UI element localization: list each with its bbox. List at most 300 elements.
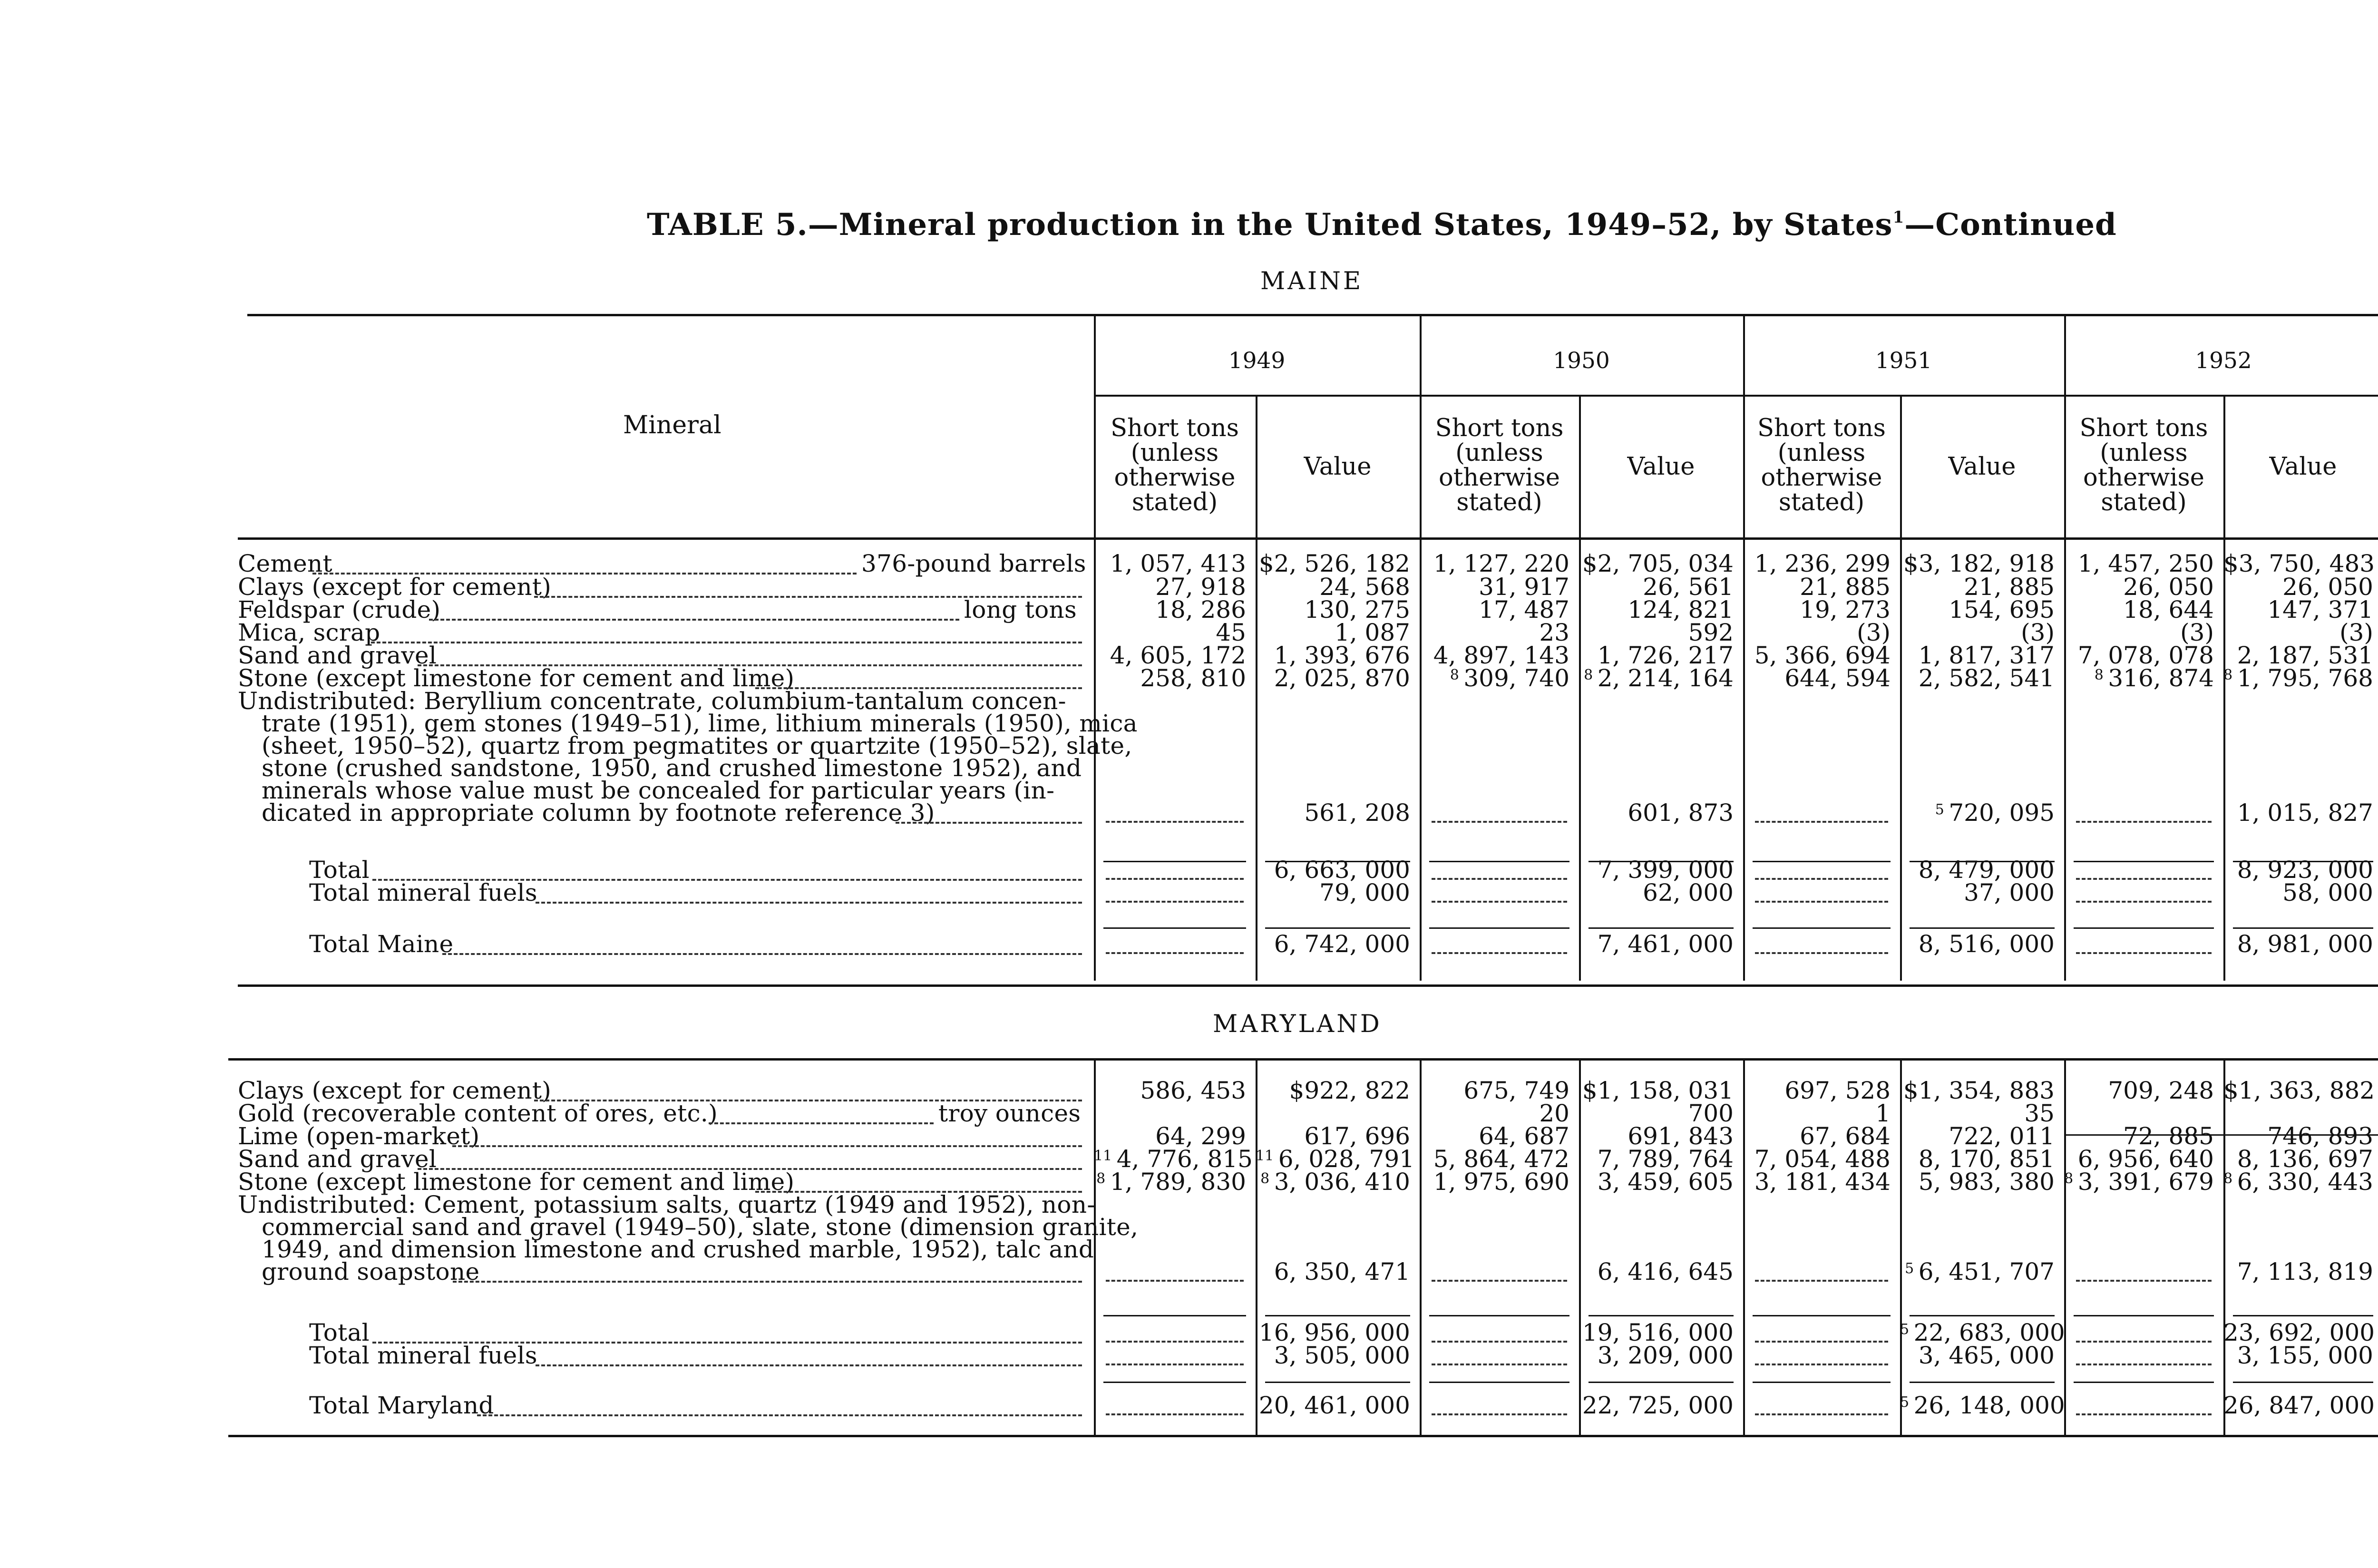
cell-value: 7, 399, 000	[1597, 856, 1734, 884]
cell-value: $3, 750, 483	[2223, 550, 2375, 577]
table-title-text: TABLE 5.—Mineral production in the United States, 1949–52, by States	[647, 207, 1893, 243]
row-label: stone (crushed sandstone, 1950, and crushed limestone 1952), and	[262, 754, 1082, 782]
table-cell	[1579, 1321, 1734, 1344]
table-cell	[1094, 575, 1246, 599]
table-cell	[1256, 881, 1410, 905]
cell-value: 20	[1539, 1100, 1569, 1127]
cell-value: 6, 416, 645	[1597, 1258, 1734, 1286]
row-label: Clays (except for cement)	[238, 1077, 552, 1104]
footnote-marker: 8	[2094, 667, 2108, 683]
sum-rule	[1910, 1382, 2055, 1383]
cell-value: $1, 363, 882	[2223, 1077, 2375, 1104]
cell-value: 8, 136, 697	[2237, 1145, 2373, 1173]
empty-cell-dashes	[1106, 901, 1244, 903]
table-cell	[1743, 1079, 1891, 1102]
table-cell	[2064, 1170, 2214, 1194]
table-cell	[1900, 1319, 2065, 1346]
sum-rule	[1589, 1315, 1734, 1316]
section-column-divider	[2064, 1058, 2066, 1435]
table-cell	[2223, 1321, 2373, 1344]
row-label: Total	[309, 856, 370, 884]
cell-value: (3)	[2339, 619, 2373, 646]
cell-value: 5, 983, 380	[1918, 1168, 2055, 1196]
cell-value: 4, 897, 143	[1433, 642, 1569, 669]
cell-value: 124, 821	[1628, 596, 1734, 623]
table-cell	[2064, 1079, 2214, 1102]
year-header-1950: 1950	[1553, 348, 1610, 374]
sum-rule	[1429, 1382, 1569, 1383]
cell-value: 1, 087	[1334, 619, 1410, 646]
section-column-divider	[2064, 537, 2066, 981]
cell-value: 154, 695	[1949, 596, 2055, 623]
empty-cell-dashes	[1755, 1280, 1888, 1282]
cell-value: 3, 459, 605	[1597, 1168, 1734, 1196]
sum-rule	[1753, 861, 1891, 862]
table-cell	[1420, 643, 1569, 667]
empty-cell-dashes	[1755, 1363, 1888, 1365]
footnote-marker: 8	[1096, 1170, 1110, 1187]
table-cell	[1256, 1124, 1410, 1148]
cell-value: 130, 275	[1304, 596, 1410, 623]
subcolumn-header-value: Value	[1304, 453, 1372, 481]
cell-value: 7, 054, 488	[1754, 1145, 1891, 1173]
cell-value: 79, 000	[1319, 879, 1410, 906]
row-label: Total mineral fuels	[309, 1342, 537, 1369]
table-cell	[2064, 621, 2214, 644]
cell-value: 561, 208	[1304, 799, 1410, 827]
table-cell	[1900, 1344, 2055, 1367]
table-cell	[1420, 1147, 1569, 1171]
section-column-divider	[2223, 1058, 2225, 1435]
cell-value: 309, 740	[1463, 664, 1569, 692]
table-cell	[1420, 666, 1569, 690]
cell-value: 3, 181, 434	[1754, 1168, 1891, 1196]
row-label: Total Maine	[309, 930, 454, 958]
cell-value: 2, 025, 870	[1274, 664, 1410, 692]
cell-value: 3, 036, 410	[1274, 1168, 1410, 1196]
empty-cell-dashes	[1432, 952, 1567, 954]
cell-value: (3)	[2180, 619, 2214, 646]
section-column-divider	[1900, 537, 1902, 981]
cell-value: (3)	[2021, 619, 2055, 646]
row-label: Feldspar (crude)	[238, 596, 441, 623]
cell-value: 2, 214, 164	[1597, 664, 1734, 692]
cell-value: 709, 248	[2108, 1077, 2214, 1104]
cell-value: 617, 696	[1304, 1122, 1410, 1150]
table-title-suffix: —Continued	[1904, 207, 2117, 243]
row-label: ground soapstone	[262, 1258, 480, 1286]
cell-value: 72, 885	[2123, 1122, 2214, 1150]
leader-dots	[536, 902, 1082, 904]
table-cell	[1900, 1170, 2055, 1194]
section-column-divider	[1094, 1058, 1096, 1435]
table-cell	[1420, 1124, 1569, 1148]
table-cell	[1256, 1393, 1410, 1417]
cell-value: 23	[1539, 619, 1569, 646]
mineral-column-header: Mineral	[623, 411, 721, 439]
row-label: Sand and gravel	[238, 642, 437, 669]
row-label: Gold (recoverable content of ores, etc.)	[238, 1100, 718, 1127]
subcolumn-header-value: Value	[2269, 453, 2337, 481]
sum-rule	[1265, 861, 1410, 862]
section-column-divider	[1420, 1058, 1422, 1435]
leader-dots	[452, 1145, 1082, 1147]
cell-value: 21, 885	[1800, 573, 1891, 601]
table-cell	[1743, 1147, 1891, 1171]
leader-dots	[477, 1414, 1082, 1416]
cell-value: $2, 526, 182	[1258, 550, 1410, 577]
table-cell	[1256, 1321, 1410, 1344]
sum-rule	[1103, 927, 1246, 929]
table-cell	[1094, 1170, 1246, 1194]
section-column-divider	[1743, 1058, 1745, 1435]
table-cell	[1579, 932, 1734, 956]
table-cell	[2223, 575, 2373, 599]
table-cell	[1094, 621, 1246, 644]
table-cell	[1900, 575, 2055, 599]
table-cell	[1094, 598, 1246, 622]
sum-rule	[1910, 1315, 2055, 1316]
leader-dots	[429, 619, 959, 621]
table-cell	[1579, 1260, 1734, 1284]
cell-value: 722, 011	[1949, 1122, 2055, 1150]
table-cell	[1579, 1170, 1734, 1194]
year-header-1949: 1949	[1228, 348, 1286, 374]
table-cell	[2223, 1147, 2373, 1171]
cell-value: 62, 000	[1643, 879, 1734, 906]
empty-cell-dashes	[1755, 821, 1888, 823]
table-cell	[1256, 801, 1410, 825]
year-header-1952: 1952	[2195, 348, 2252, 374]
year-header-rule	[1094, 395, 2378, 397]
cell-value: 18, 286	[1155, 596, 1246, 623]
table-cell	[1900, 1101, 2055, 1125]
table-cell	[1420, 621, 1569, 644]
empty-cell-dashes	[1106, 1341, 1244, 1343]
table-cell	[1420, 1101, 1569, 1125]
table-cell	[1420, 552, 1569, 575]
empty-cell-dashes	[2076, 952, 2212, 954]
empty-cell-dashes	[1755, 878, 1888, 880]
table-title-footnote: 1	[1892, 208, 1905, 227]
sum-rule	[1429, 1315, 1569, 1316]
cell-value: 37, 000	[1964, 879, 2055, 906]
table-cell	[2223, 552, 2373, 575]
subcolumn-header-quantity: Short tons (unless otherwise stated)	[2079, 414, 2208, 517]
empty-cell-dashes	[2076, 878, 2212, 880]
table-cell	[1900, 1079, 2055, 1102]
table-cell	[1579, 801, 1734, 825]
empty-cell-dashes	[1755, 952, 1888, 954]
cell-value: 8, 516, 000	[1918, 930, 2055, 958]
row-label: Total	[309, 1319, 370, 1346]
table-cell	[1094, 552, 1246, 575]
table-cell	[1256, 575, 1410, 599]
cell-value: 22, 725, 000	[1582, 1392, 1734, 1419]
table-cell	[1743, 598, 1891, 622]
cell-value: 6, 028, 791	[1278, 1145, 1414, 1173]
cell-value: 746, 893	[2267, 1122, 2373, 1150]
table-cell	[1579, 1393, 1734, 1417]
table-cell	[1094, 1079, 1246, 1102]
table-cell	[1420, 598, 1569, 622]
cell-value: 26, 050	[2282, 573, 2373, 601]
cell-value: 8, 981, 000	[2237, 930, 2373, 958]
cell-value: 26, 847, 000	[2223, 1392, 2375, 1419]
cell-value: 27, 918	[1155, 573, 1246, 601]
cell-value: 700	[1688, 1100, 1734, 1127]
table-cell	[1579, 552, 1734, 575]
section-column-divider	[2223, 537, 2225, 981]
cell-value: 644, 594	[1784, 664, 1891, 692]
table-cell	[2223, 1170, 2373, 1194]
table-cell	[1900, 932, 2055, 956]
table-cell	[1579, 1079, 1734, 1102]
leader-dots	[442, 953, 1082, 955]
table-cell	[1743, 643, 1891, 667]
table-cell	[2223, 666, 2373, 690]
cell-value: 3, 505, 000	[1274, 1342, 1410, 1369]
cell-value: 35	[2024, 1100, 2055, 1127]
cell-value: 2, 187, 531	[2237, 642, 2373, 669]
sum-rule	[1753, 1382, 1891, 1383]
row-label: Clays (except for cement)	[238, 573, 552, 601]
sum-rule	[1265, 1315, 1410, 1316]
footnote-marker: 8	[2064, 1170, 2078, 1187]
cell-value: 22, 683, 000	[1913, 1319, 2065, 1346]
row-label: Stone (except limestone for cement and lime)	[238, 1168, 795, 1196]
empty-cell-dashes	[1432, 1413, 1567, 1415]
table-cell	[1900, 1124, 2055, 1148]
cell-value: 4, 776, 815	[1116, 1145, 1253, 1173]
cell-value: 720, 095	[1949, 799, 2055, 827]
table-cell	[1900, 1392, 2065, 1419]
table-cell	[2064, 1124, 2214, 1148]
table-cell	[1900, 881, 2055, 905]
sum-rule	[1589, 1382, 1734, 1383]
table-cell	[2064, 643, 2214, 667]
cell-value: 1, 817, 317	[1918, 642, 2055, 669]
leader-dots	[536, 1364, 1082, 1366]
cell-value: 316, 874	[2108, 664, 2214, 692]
footnote-marker: 5	[1900, 1321, 1914, 1338]
empty-cell-dashes	[1106, 1280, 1244, 1282]
footnote-marker: 5	[1935, 801, 1949, 818]
cell-value: 1, 015, 827	[2237, 799, 2373, 827]
table-cell	[1420, 1079, 1569, 1102]
table-cell	[1743, 1101, 1891, 1125]
section-column-divider	[1900, 1058, 1902, 1435]
cell-value: 26, 050	[2123, 573, 2214, 601]
cell-value: 58, 000	[2282, 879, 2373, 906]
cell-value: 67, 684	[1800, 1122, 1891, 1150]
row-label: 1949, and dimension limestone and crushed marble, 1952), talc and	[262, 1236, 1094, 1263]
cell-value: 1, 789, 830	[1110, 1168, 1246, 1196]
cell-value: 20, 461, 000	[1258, 1392, 1410, 1419]
sum-rule	[1910, 927, 2055, 929]
row-label: Sand and gravel	[238, 1145, 437, 1173]
cell-value: 19, 273	[1800, 596, 1891, 623]
empty-cell-dashes	[2076, 901, 2212, 903]
table-cell	[2223, 598, 2373, 622]
table-cell	[2064, 666, 2214, 690]
sum-rule	[2233, 861, 2373, 862]
row-label: (sheet, 1950–52), quartz from pegmatites or quartzite (1950–52), slate,	[262, 732, 1132, 760]
sum-rule	[1103, 1382, 1246, 1383]
cell-value: 1, 127, 220	[1433, 550, 1569, 577]
cell-value: 6, 330, 443	[2237, 1168, 2373, 1196]
table-cell	[1900, 621, 2055, 644]
cell-value: 7, 078, 078	[2077, 642, 2214, 669]
sum-rule	[2074, 861, 2214, 862]
table-cell	[1420, 1170, 1569, 1194]
table-cell	[1256, 598, 1410, 622]
sum-rule	[2074, 927, 2214, 929]
subcolumn-header-value: Value	[1948, 453, 2016, 481]
empty-cell-dashes	[2076, 1363, 2212, 1365]
cell-value: 3, 209, 000	[1597, 1342, 1734, 1369]
table-bottom-rule	[228, 1435, 2378, 1437]
cell-value: 5, 864, 472	[1433, 1145, 1569, 1173]
table-cell	[1256, 1079, 1410, 1102]
empty-cell-dashes	[1432, 878, 1567, 880]
cell-value: 3, 155, 000	[2237, 1342, 2373, 1369]
table-cell	[2064, 552, 2214, 575]
sum-rule	[2074, 1382, 2214, 1383]
empty-cell-dashes	[1432, 1341, 1567, 1343]
table-cell	[1743, 621, 1891, 644]
cell-value: 6, 956, 640	[2077, 1145, 2214, 1173]
cell-value: 64, 687	[1479, 1122, 1569, 1150]
footnote-marker: 8	[1450, 667, 1464, 683]
cell-value: 7, 113, 819	[2237, 1258, 2373, 1286]
table-cell	[2223, 1079, 2373, 1102]
cell-value: 1, 795, 768	[2237, 664, 2373, 692]
empty-cell-dashes	[2076, 1341, 2212, 1343]
table-cell	[1579, 666, 1734, 690]
row-label: Total Maryland	[309, 1392, 494, 1419]
subcolumn-header-value: Value	[1627, 453, 1695, 481]
cell-value: 26, 561	[1643, 573, 1734, 601]
cell-value: 3, 391, 679	[2077, 1168, 2214, 1196]
cell-value: 1	[1875, 1100, 1891, 1127]
cell-value: 258, 810	[1140, 664, 1246, 692]
table-cell	[2223, 1344, 2373, 1367]
table-cell	[1094, 643, 1246, 667]
table-cell	[1900, 598, 2055, 622]
row-label: Undistributed: Cement, potassium salts, quartz (1949 and 1952), non-	[238, 1191, 1095, 1218]
table-cell	[1743, 552, 1891, 575]
cell-value: 45	[1216, 619, 1246, 646]
cell-value: 592	[1688, 619, 1734, 646]
table-cell	[1579, 1344, 1734, 1367]
cell-value: 8, 923, 000	[2237, 856, 2373, 884]
cell-value: 21, 885	[1964, 573, 2055, 601]
cell-value: 64, 299	[1155, 1122, 1246, 1150]
table-cell	[2223, 932, 2373, 956]
sum-rule	[1265, 1382, 1410, 1383]
section-column-divider	[1579, 1058, 1581, 1435]
cell-value: $1, 158, 031	[1582, 1077, 1734, 1104]
sum-rule	[1753, 927, 1891, 929]
cell-value: 1, 393, 676	[1274, 642, 1410, 669]
footnote-marker: 11	[1256, 1148, 1278, 1164]
table-cell	[1579, 621, 1734, 644]
table-cell	[1743, 1170, 1891, 1194]
table-cell	[1743, 1124, 1891, 1148]
table-cell	[1900, 643, 2055, 667]
table-cell	[1094, 666, 1246, 690]
table-cell	[1256, 643, 1410, 667]
cell-value: (3)	[1857, 619, 1891, 646]
table-cell	[1256, 552, 1410, 575]
empty-cell-dashes	[1106, 878, 1244, 880]
cell-value: 3, 465, 000	[1918, 1342, 2055, 1369]
cell-value: 31, 917	[1479, 573, 1569, 601]
cell-value: 1, 236, 299	[1754, 550, 1891, 577]
footnote-marker: 8	[2223, 667, 2237, 683]
table-cell	[1743, 575, 1891, 599]
empty-cell-dashes	[1106, 1413, 1244, 1415]
sum-rule	[2233, 1382, 2373, 1383]
row-label: Lime (open-market)	[238, 1122, 480, 1150]
cell-value: 24, 568	[1319, 573, 1410, 601]
cell-value: 6, 451, 707	[1918, 1258, 2055, 1286]
table-cell	[1900, 1147, 2055, 1171]
empty-cell-dashes	[2076, 1280, 2212, 1282]
section-column-divider	[1743, 537, 1745, 981]
table-cell	[1900, 1260, 2055, 1284]
cell-value: 601, 873	[1628, 799, 1734, 827]
row-label: Undistributed: Beryllium concentrate, columbium-tantalum concen-	[238, 687, 1066, 715]
row-unit: 376-pound barrels	[861, 550, 1086, 577]
cell-value: 1, 726, 217	[1597, 642, 1734, 669]
cell-value: 8, 479, 000	[1918, 856, 2055, 884]
empty-cell-dashes	[1106, 952, 1244, 954]
row-label: Total mineral fuels	[309, 879, 537, 906]
empty-cell-dashes	[1432, 821, 1567, 823]
row-label: Mica, scrap	[238, 619, 380, 646]
footnote-marker: 8	[2223, 1170, 2237, 1187]
table-cell	[1420, 575, 1569, 599]
leader-dots	[709, 1122, 934, 1124]
section-column-divider	[1579, 537, 1581, 981]
cell-value: 6, 350, 471	[1274, 1258, 1410, 1286]
table-cell	[1579, 1147, 1734, 1171]
row-unit: long tons	[964, 596, 1077, 623]
table-cell	[2223, 1393, 2373, 1417]
sum-rule	[1429, 861, 1569, 862]
cell-value: 7, 461, 000	[1597, 930, 1734, 958]
empty-cell-dashes	[1755, 901, 1888, 903]
subcolumn-header-quantity: Short tons (unless otherwise stated)	[1757, 414, 1886, 517]
cell-value: 17, 487	[1479, 596, 1569, 623]
row-label: Cement	[238, 550, 332, 577]
table-cell	[1256, 621, 1410, 644]
maine-heading: MAINE	[1260, 267, 1364, 295]
table-cell	[1900, 801, 2055, 825]
table-cell	[1256, 1170, 1410, 1194]
sum-rule	[1429, 927, 1569, 929]
sum-rule	[2233, 1315, 2373, 1316]
footnote-marker: 8	[1260, 1170, 1274, 1187]
leader-dots	[371, 642, 1082, 643]
section-column-divider	[1256, 1058, 1257, 1435]
table-cell	[2223, 1124, 2373, 1148]
cell-value: 2, 582, 541	[1918, 664, 2055, 692]
cell-value: 26, 148, 000	[1913, 1392, 2065, 1419]
table-cell	[1256, 1145, 1414, 1173]
